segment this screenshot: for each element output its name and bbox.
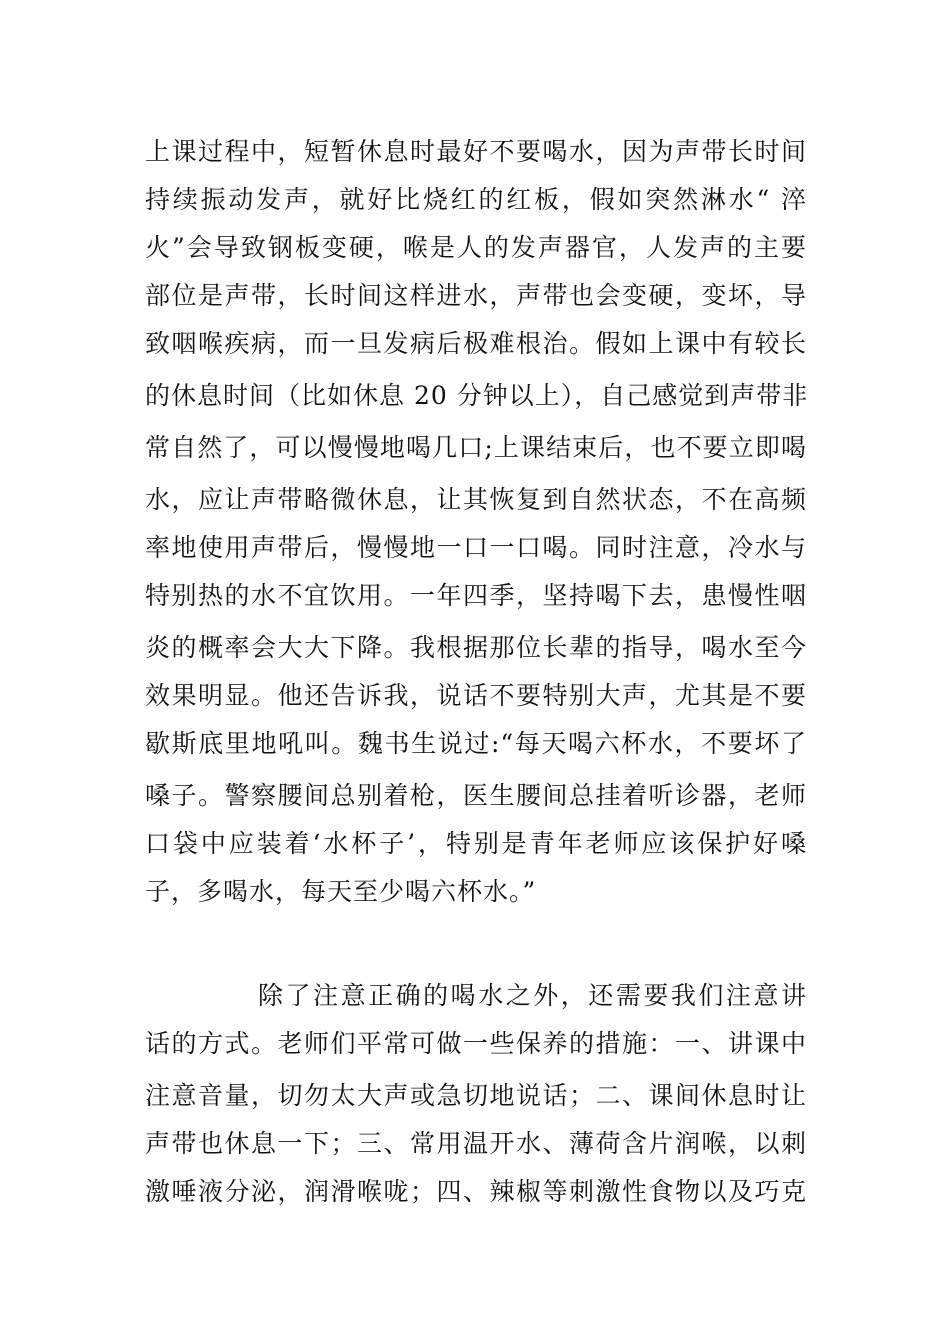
text-line: 嗓子。警察腰间总别着枪，医生腰间总挂着听诊器，老师	[145, 781, 807, 810]
text-line: 注意音量，切勿太大声或急切地说话；二、课间休息时让	[145, 1081, 807, 1110]
text-line: 炎的概率会大大下降。我根据那位长辈的指导，喝水至今	[145, 633, 807, 662]
text-line: 子，多喝水，每天至少喝六杯水。”	[145, 877, 537, 906]
text-line: 声带也休息一下；三、常用温开水、薄荷含片润喉，以刺	[145, 1129, 807, 1158]
text-line: 部位是声带，长时间这样进水，声带也会变硬，变坏，导	[145, 281, 807, 310]
text-line: 水，应让声带略微休息，让其恢复到自然状态，不在高频	[145, 485, 807, 514]
text-line: 口袋中应装着‘水杯子’，特别是青年老师应该保护好嗓	[145, 829, 807, 858]
text-line: 火”会导致钢板变硬，喉是人的发声器官，人发声的主要	[145, 233, 807, 262]
text-line: 歇斯底里地吼叫。魏书生说过:“每天喝六杯水，不要坏了	[145, 729, 807, 758]
text-line: 特别热的水不宜饮用。一年四季，坚持喝下去，患慢性咽	[145, 581, 807, 610]
text-line: 的休息时间（比如休息 20 分钟以上），自己感觉到声带非	[145, 381, 809, 410]
text-line: 话的方式。老师们平常可做一些保养的措施：一、讲课中	[145, 1029, 807, 1058]
text-line: 除了注意正确的喝水之外，还需要我们注意讲	[258, 981, 807, 1010]
text-line: 致咽喉疾病，而一旦发病后极难根治。假如上课中有较长	[145, 329, 807, 358]
text-line: 常自然了，可以慢慢地喝几口;上课结束后，也不要立即喝	[145, 433, 807, 462]
text-line: 效果明显。他还告诉我，说话不要特别大声，尤其是不要	[145, 681, 807, 710]
text-line: 持续振动发声，就好比烧红的红板，假如突然淋水“ 淬	[145, 185, 807, 214]
text-line: 上课过程中，短暂休息时最好不要喝水，因为声带长时间	[145, 137, 807, 166]
text-line: 率地使用声带后，慢慢地一口一口喝。同时注意，冷水与	[145, 533, 807, 562]
text-line: 激唾液分泌，润滑喉咙；四、辣椒等刺激性食物以及巧克	[145, 1177, 807, 1206]
